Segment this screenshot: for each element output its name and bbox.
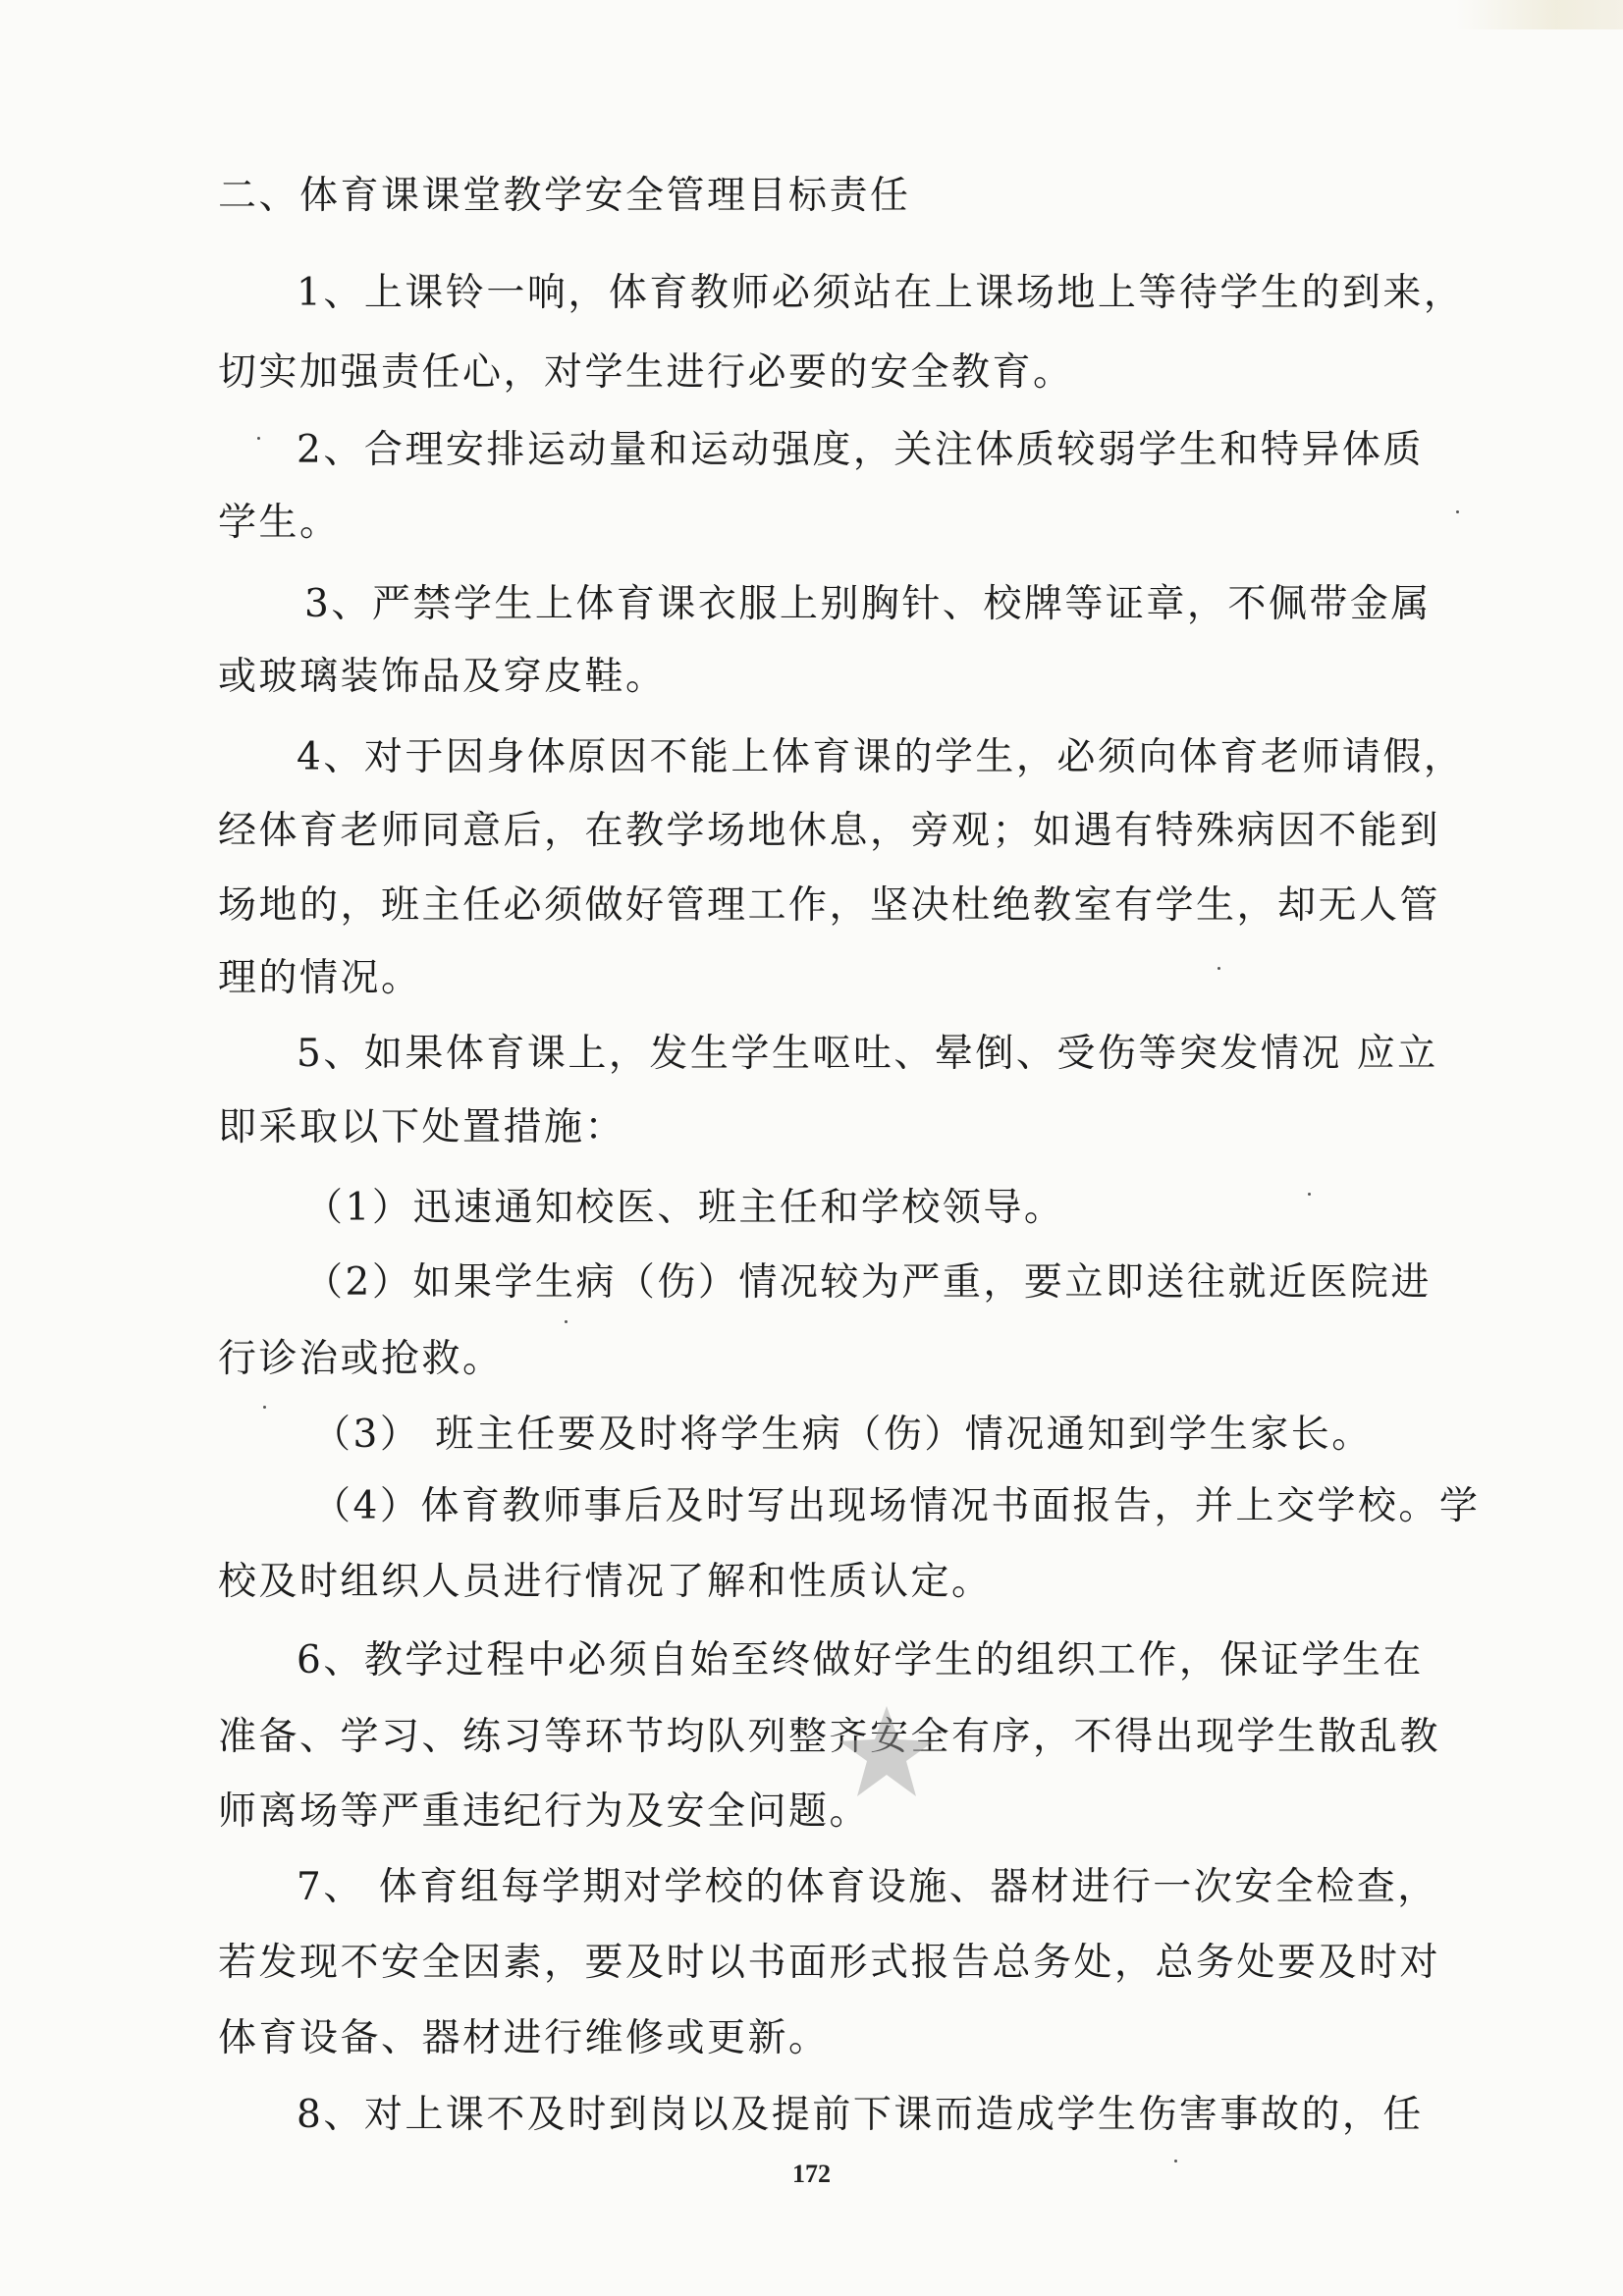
paragraph-line: 经体育老师同意后，在教学场地休息，旁观；如遇有特殊病因不能到 <box>218 809 1441 853</box>
list-item: （2）如果学生病（伤）情况较为严重，要立即送往就近医院进 <box>304 1260 1432 1305</box>
paragraph-line: 理的情况。 <box>218 956 422 1000</box>
paragraph-line: 7、 体育组每学期对学校的体育设施、器材进行一次安全检查， <box>297 1865 1438 1909</box>
paragraph-line: 学生。 <box>218 501 341 545</box>
scan-speck <box>263 1406 266 1409</box>
paragraph-line: 行诊治或抢救。 <box>218 1337 504 1381</box>
section-heading: 二、体育课课堂教学安全管理目标责任 <box>218 174 911 218</box>
list-item: （4）体育教师事后及时写出现场情况书面报告，并上交学校。学 <box>312 1484 1481 1528</box>
paragraph-line: 6、教学过程中必须自始至终做好学生的组织工作，保证学生在 <box>297 1638 1424 1682</box>
list-item: （1）迅速通知校医、班主任和学校领导。 <box>304 1186 1065 1230</box>
paragraph-line: 师离场等严重违纪行为及安全问题。 <box>218 1789 871 1834</box>
paragraph-line: 校及时组织人员进行情况了解和性质认定。 <box>218 1560 993 1604</box>
page-number: 172 <box>792 2160 831 2188</box>
paragraph-line: 体育设备、器材进行维修或更新。 <box>218 2016 830 2060</box>
paragraph-line: 2、合理安排运动量和运动强度，关注体质较弱学生和特异体质 <box>297 428 1424 472</box>
scan-speck <box>257 437 260 440</box>
paragraph-line: 即采取以下处置措施： <box>218 1105 626 1149</box>
paragraph-line: 4、对于因身体原因不能上体育课的学生，必须向体育老师请假， <box>297 735 1465 779</box>
paragraph-line: 3、严禁学生上体育课衣服上别胸针、校牌等证章，不佩带金属 <box>304 582 1432 626</box>
paragraph-line: 若发现不安全因素，要及时以书面形式报告总务处，总务处要及时对 <box>218 1941 1441 1985</box>
paragraph-line: 场地的，班主任必须做好管理工作，坚决杜绝教室有学生，却无人管 <box>218 883 1441 928</box>
ink-smudge-mark <box>828 1698 946 1806</box>
scan-edge-shadow <box>1456 0 1623 29</box>
scan-speck <box>1217 967 1220 970</box>
scan-speck <box>1308 1193 1311 1196</box>
scan-speck <box>565 1320 568 1323</box>
list-item: （3） 班主任要及时将学生病（伤）情况通知到学生家长。 <box>312 1413 1373 1457</box>
paragraph-line: 或玻璃装饰品及穿皮鞋。 <box>218 655 667 699</box>
paragraph-line: 准备、学习、练习等环节均队列整齐安全有序，不得出现学生散乱教 <box>218 1715 1441 1759</box>
scan-speck <box>1174 2160 1177 2163</box>
paragraph-line: 8、对上课不及时到岗以及提前下课而造成学生伤害事故的，任 <box>297 2093 1424 2137</box>
scan-speck <box>1456 510 1459 513</box>
paragraph-line: 1、上课铃一响，体育教师必须站在上课场地上等待学生的到来， <box>297 271 1465 315</box>
paragraph-line: 5、如果体育课上，发生学生呕吐、晕倒、受伤等突发情况 应立 <box>297 1032 1438 1076</box>
paragraph-line: 切实加强责任心，对学生进行必要的安全教育。 <box>218 350 1074 395</box>
